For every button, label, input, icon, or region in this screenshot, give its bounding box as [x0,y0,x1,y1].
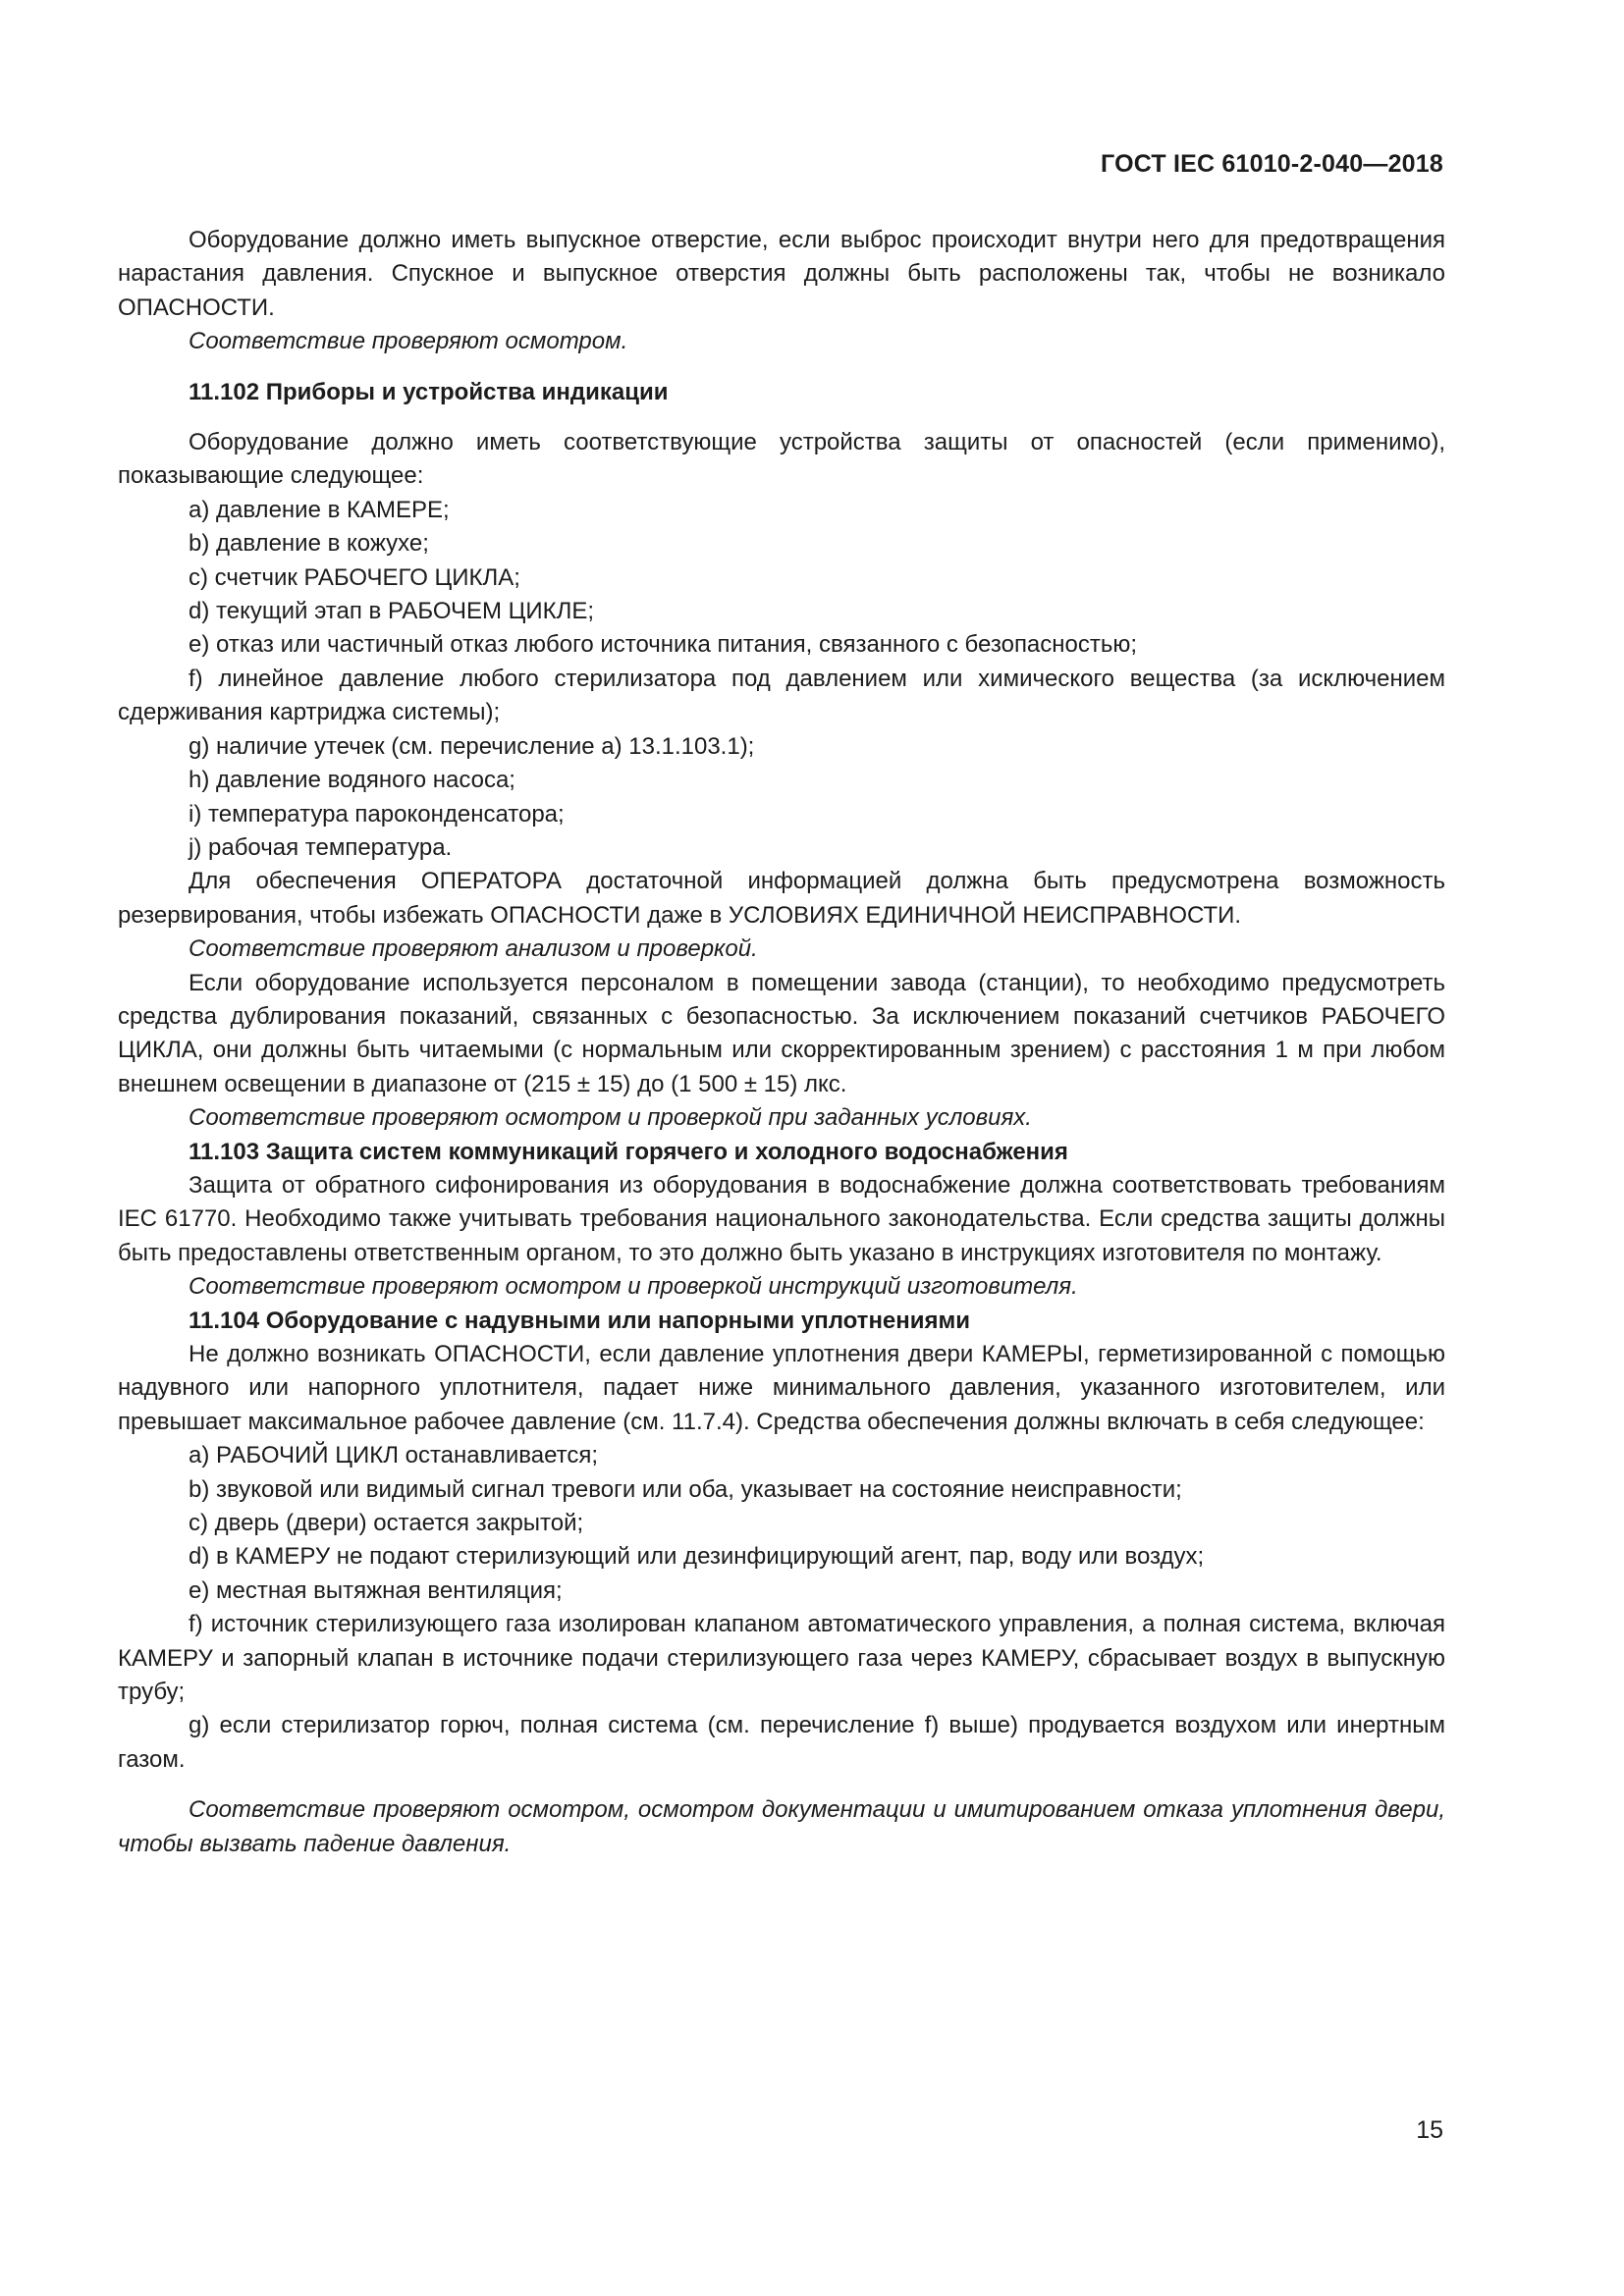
list-item: g) если стерилизатор горюч, полная система (см. перечисление f) выше) продувается воздухом или инертным газом. [118,1712,1445,1773]
compliance-note: Соответствие проверяют осмотром, осмотром документации и имитированием отказа уплотнения двери, чтобы вызвать падение давления. [118,1796,1445,1857]
paragraph-redundancy: Для обеспечения ОПЕРАТОРА достаточной информацией должна быть предусмотрена возможность резервирования, чтобы избежать ОПАСНОСТИ даже в УСЛОВИЯХ ЕДИНИЧНОЙ НЕИСПРАВНОСТИ. [118,868,1445,929]
list-item: a) давление в КАМЕРЕ; [189,496,450,523]
compliance-note: Соответствие проверяют анализом и проверкой. [189,935,758,963]
list-item: h) давление водяного насоса; [189,767,515,794]
list-item: e) местная вытяжная вентиляция; [189,1576,563,1604]
paragraph-inflatable-seals: Не должно возникать ОПАСНОСТИ, если давление уплотнения двери КАМЕРЫ, герметизированной с помощью надувного или напорного уплотнителя, падает ниже минимального давления, указанного изготовителем, или превышает максимальное рабочее давление (см. 11.7.4). Средства обеспечения должны включать в себя следующее: [118,1341,1445,1435]
list-item: d) текущий этап в РАБОЧЕМ ЦИКЛЕ; [189,598,595,625]
compliance-note: Соответствие проверяют осмотром и проверкой инструкций изготовителя. [189,1273,1078,1301]
compliance-note: Соответствие проверяют осмотром. [189,328,628,355]
page-number: 15 [1416,2116,1443,2144]
section-heading-11-104: 11.104 Оборудование с надувными или напорными уплотнениями [189,1307,971,1334]
section-heading-11-102: 11.102 Приборы и устройства индикации [189,378,669,405]
list-item: g) наличие утечек (см. перечисление a) 13.1.103.1); [189,732,755,760]
compliance-note: Соответствие проверяют осмотром и проверкой при заданных условиях. [189,1104,1032,1132]
list-item: c) счетчик РАБОЧЕГО ЦИКЛА; [189,563,520,591]
paragraph-outlet-opening: Оборудование должно иметь выпускное отверстие, если выброс происходит внутри него для предотвращения нарастания давления. Спускное и выпускное отверстия должны быть расположены так, чтобы не возникало ОПАСНОСТИ. [118,227,1445,321]
paragraph-indication-devices: Оборудование должно иметь соответствующие устройства защиты от опасностей (если применимо), показывающие следующее: [118,429,1445,490]
list-item: b) звуковой или видимый сигнал тревоги или оба, указывает на состояние неисправности; [189,1475,1182,1503]
paragraph-readability: Если оборудование используется персоналом в помещении завода (станции), то необходимо предусмотреть средства дублирования показаний, связанных с безопасностью. За исключением показаний счетчиков РАБОЧЕГО ЦИКЛА, они должны быть читаемыми (с нормальным или скорректированным зрением) с расстояния 1 м при любом внешнем освещении в диапазоне от (215 ± 15) до (1 500 ± 15) лкс. [118,969,1445,1097]
document-header: ГОСТ IEC 61010-2-040—2018 [1101,150,1443,178]
list-item: e) отказ или частичный отказ любого источника питания, связанного с безопасностью; [189,631,1138,659]
list-item: i) температура пароконденсатора; [189,800,565,828]
list-item: f) источник стерилизующего газа изолирован клапаном автоматического управления, а полная система, включая КАМЕРУ и запорный клапан в источнике подачи стерилизующего газа через КАМЕРУ, сбрасывает воздух в выпускную трубу; [118,1611,1445,1706]
section-heading-11-103: 11.103 Защита систем коммуникаций горячего и холодного водоснабжения [189,1138,1068,1165]
list-item: c) дверь (двери) остается закрытой; [189,1510,584,1537]
document-body [118,224,1445,1861]
list-item: d) в КАМЕРУ не подают стерилизующий или дезинфицирующий агент, пар, воду или воздух; [189,1543,1205,1571]
list-item: b) давление в кожухе; [189,530,429,558]
list-item: f) линейное давление любого стерилизатора под давлением или химического вещества (за исключением сдерживания картриджа системы); [118,665,1445,726]
list-item: a) РАБОЧИЙ ЦИКЛ останавливается; [189,1442,598,1469]
list-item: j) рабочая температура. [189,833,453,861]
paragraph-backsiphonage: Защита от обратного сифонирования из оборудования в водоснабжение должна соответствовать требованиям IEC 61770. Необходимо также учитывать требования национального законодательства. Если средства защиты должны быть предоставлены ответственным органом, то это должно быть указано в инструкциях изготовителя по монтажу. [118,1171,1445,1266]
